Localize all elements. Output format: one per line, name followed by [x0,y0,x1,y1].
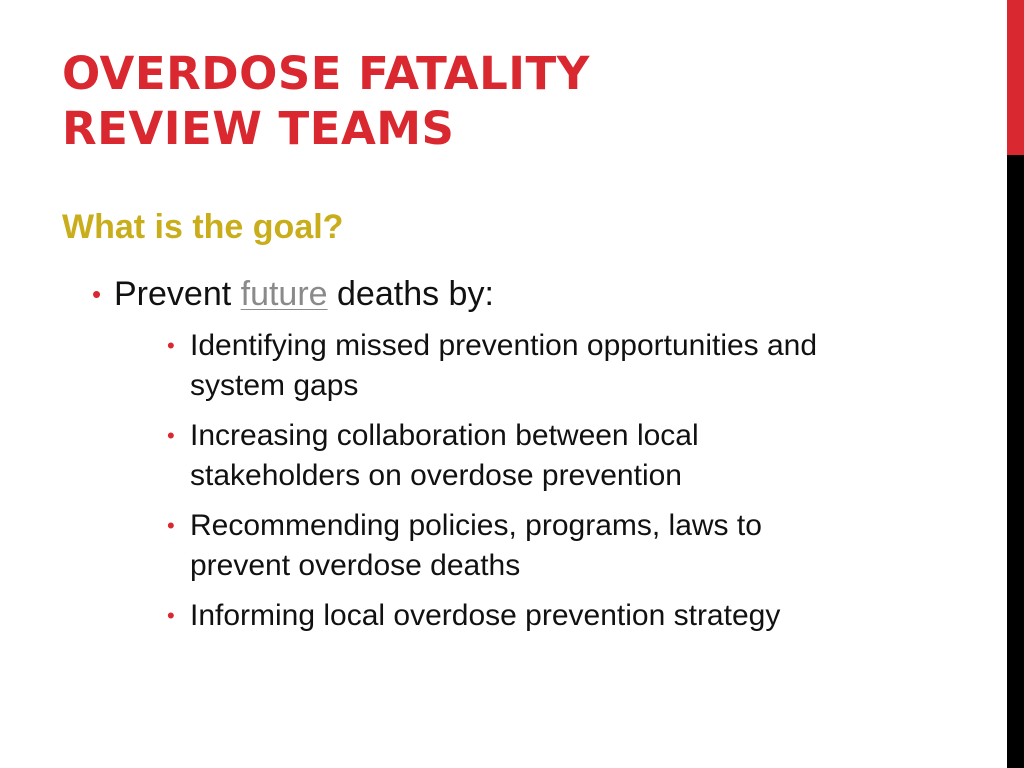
slide-subtitle: What is the goal? [62,208,344,246]
sub-bullet [167,596,867,636]
main-bullet [92,272,952,316]
bullet-content [92,272,952,646]
bullet-marker: • [167,423,175,448]
sub-bullet-text: Identifying missed prevention opportunities and system gaps [190,329,818,402]
sub-bullet-text: Informing local overdose prevention strategy [190,599,781,632]
bullet-marker: • [167,603,175,628]
accent-bar-red [1007,0,1024,155]
future-link[interactable]: future [240,275,328,313]
sub-bullet [167,506,867,586]
sub-bullet [167,326,867,406]
accent-bar-black [1007,155,1024,768]
title-line-1: OVERDOSE FATALITY [62,47,590,100]
main-bullet-suffix: deaths by: [327,275,494,313]
bullet-marker: • [167,333,175,358]
slide-title [62,46,590,156]
sub-bullet [167,416,867,496]
sub-bullet-text: Recommending policies, programs, laws to prevent overdose deaths [190,509,762,582]
title-line-2: REVIEW TEAMS [62,102,455,155]
sub-bullet-list [167,326,867,636]
main-bullet-prefix: Prevent [114,275,241,313]
bullet-marker: • [167,513,175,538]
sub-bullet-text: Increasing collaboration between local stakeholders on overdose prevention [190,419,699,492]
bullet-marker: • [92,279,102,309]
